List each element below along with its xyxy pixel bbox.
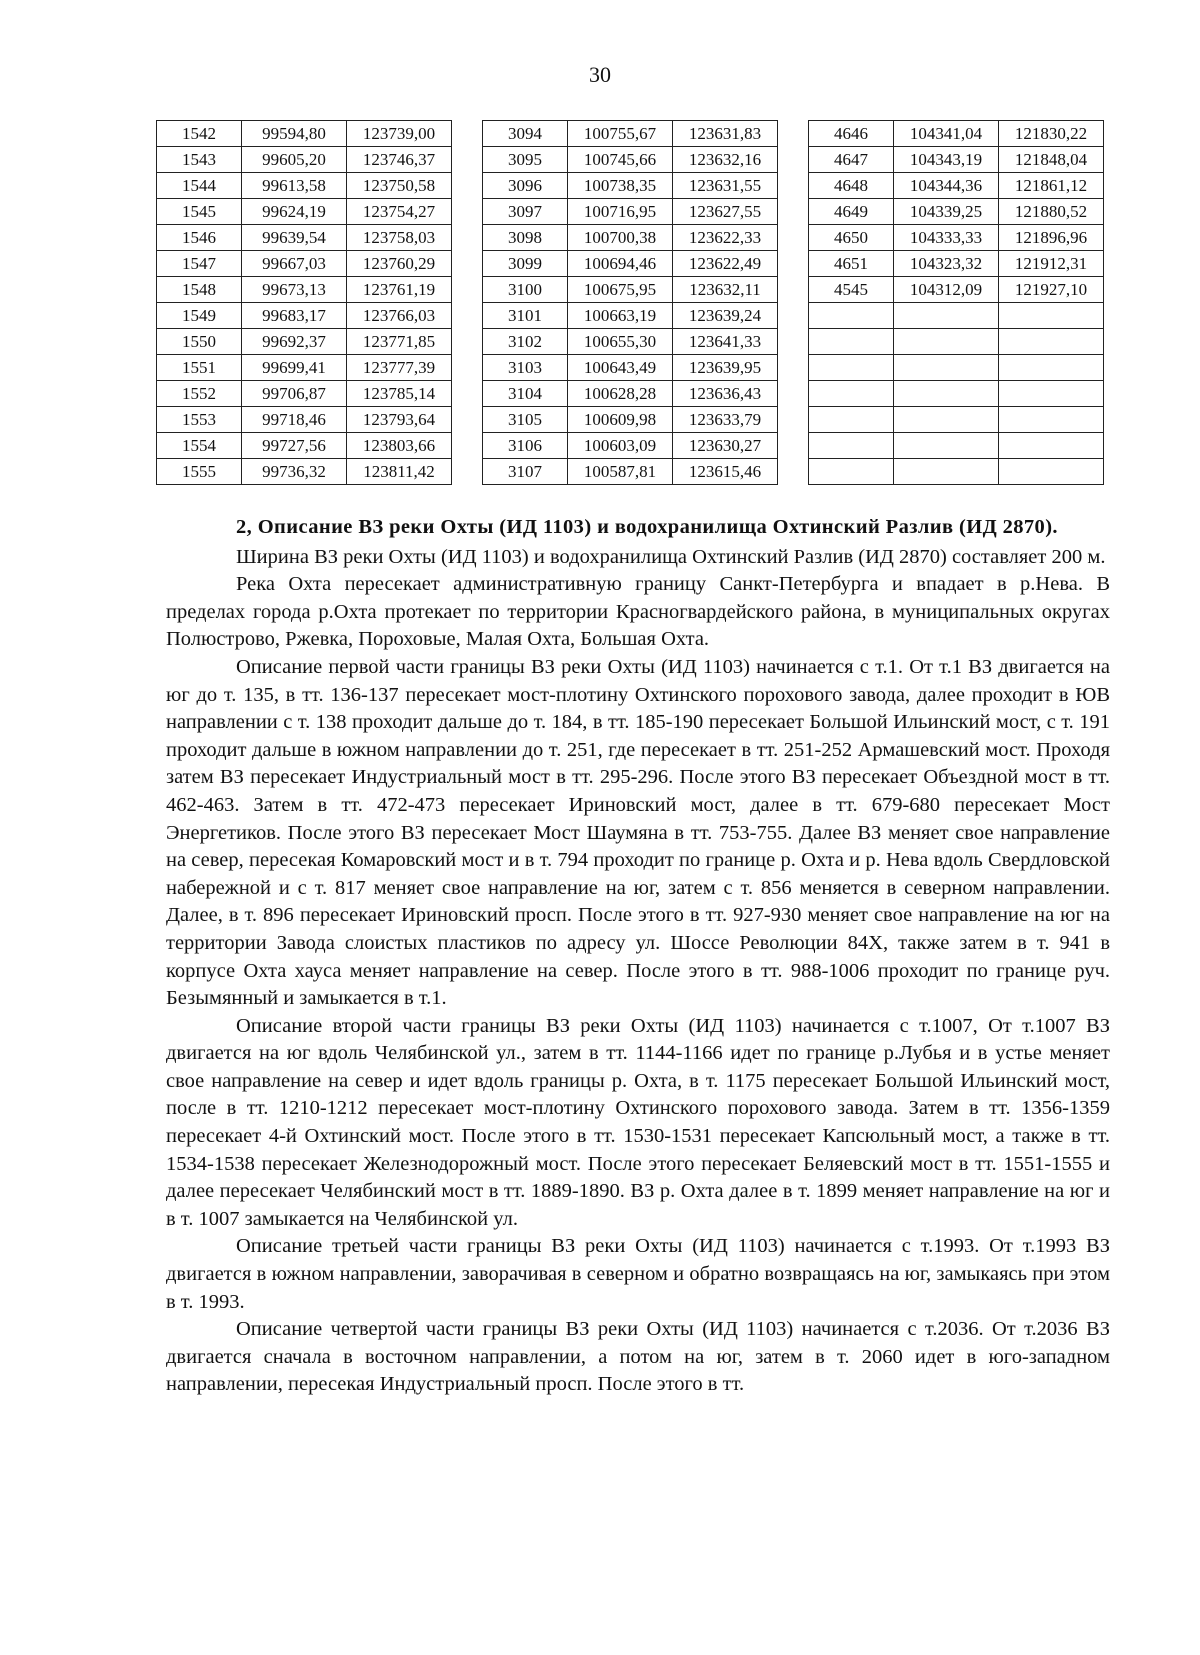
point-number-cell: 3099	[483, 251, 568, 277]
point-number-cell	[809, 381, 894, 407]
point-number-cell: 1546	[157, 225, 242, 251]
paragraph: Ширина ВЗ реки Охты (ИД 1103) и водохранилища Охтинский Разлив (ИД 2870) составляет 200 м.	[236, 545, 1106, 568]
table-row	[483, 199, 778, 225]
x-coordinate-cell: 99624,19	[242, 199, 347, 225]
y-coordinate-cell: 123631,83	[673, 121, 778, 147]
point-number-cell: 3103	[483, 355, 568, 381]
y-coordinate-cell: 123639,24	[673, 303, 778, 329]
y-coordinate-cell: 121896,96	[999, 225, 1104, 251]
x-coordinate-cell: 100700,38	[568, 225, 673, 251]
table-row	[157, 225, 452, 251]
table-row	[483, 303, 778, 329]
table-row	[483, 407, 778, 433]
y-coordinate-cell: 123750,58	[347, 173, 452, 199]
x-coordinate-cell: 100716,95	[568, 199, 673, 225]
x-coordinate-cell	[894, 459, 999, 485]
point-number-cell: 3100	[483, 277, 568, 303]
y-coordinate-cell: 123771,85	[347, 329, 452, 355]
y-coordinate-cell: 123766,03	[347, 303, 452, 329]
y-coordinate-cell: 123636,43	[673, 381, 778, 407]
y-coordinate-cell: 123785,14	[347, 381, 452, 407]
point-number-cell: 3106	[483, 433, 568, 459]
point-number-cell: 1543	[157, 147, 242, 173]
table-row	[809, 173, 1104, 199]
x-coordinate-cell: 100755,67	[568, 121, 673, 147]
y-coordinate-cell: 123803,66	[347, 433, 452, 459]
coordinate-tables	[156, 120, 1104, 485]
table-row	[157, 199, 452, 225]
x-coordinate-cell: 100675,95	[568, 277, 673, 303]
table-row	[157, 381, 452, 407]
y-coordinate-cell: 123630,27	[673, 433, 778, 459]
table-row	[483, 329, 778, 355]
y-coordinate-cell: 123739,00	[347, 121, 452, 147]
y-coordinate-cell: 123622,33	[673, 225, 778, 251]
point-number-cell: 3101	[483, 303, 568, 329]
table-row	[809, 225, 1104, 251]
table-row	[157, 433, 452, 459]
table-row	[483, 121, 778, 147]
point-number-cell: 1551	[157, 355, 242, 381]
table-row	[809, 329, 1104, 355]
x-coordinate-cell	[894, 407, 999, 433]
x-coordinate-cell: 99736,32	[242, 459, 347, 485]
x-coordinate-cell: 99683,17	[242, 303, 347, 329]
x-coordinate-cell: 104312,09	[894, 277, 999, 303]
point-number-cell: 4649	[809, 199, 894, 225]
table-row	[809, 303, 1104, 329]
y-coordinate-cell: 121912,31	[999, 251, 1104, 277]
y-coordinate-cell: 121927,10	[999, 277, 1104, 303]
x-coordinate-cell: 99692,37	[242, 329, 347, 355]
coordinate-table-3	[808, 120, 1104, 485]
point-number-cell: 3105	[483, 407, 568, 433]
x-coordinate-cell: 104343,19	[894, 147, 999, 173]
table-row	[809, 433, 1104, 459]
table-row	[157, 147, 452, 173]
point-number-cell: 1554	[157, 433, 242, 459]
x-coordinate-cell: 99594,80	[242, 121, 347, 147]
x-coordinate-cell: 99706,87	[242, 381, 347, 407]
point-number-cell	[809, 407, 894, 433]
paragraph: Река Охта пересекает административную границу Санкт-Петербурга и впадает в р.Нева. В пределах города р.Охта протекает по территории Красногвардейского района, в муниципальных округах Полюстрово, Ржевка, Пороховые, Малая Охта, Большая Охта.	[166, 573, 1110, 651]
x-coordinate-cell: 100738,35	[568, 173, 673, 199]
y-coordinate-cell	[999, 381, 1104, 407]
x-coordinate-cell: 100628,28	[568, 381, 673, 407]
point-number-cell: 3094	[483, 121, 568, 147]
y-coordinate-cell	[999, 459, 1104, 485]
y-coordinate-cell: 123631,55	[673, 173, 778, 199]
table-row	[157, 121, 452, 147]
y-coordinate-cell: 121848,04	[999, 147, 1104, 173]
point-number-cell: 1549	[157, 303, 242, 329]
page-number: 30	[589, 62, 611, 87]
table-row	[483, 225, 778, 251]
table-row	[483, 381, 778, 407]
table-row	[809, 199, 1104, 225]
paragraph: Описание третьей части границы ВЗ реки Охты (ИД 1103) начинается с т.1993. От т.1993 ВЗ двигается в южном направлении, заворачивая в северном и обратно возвращаясь на юг, замыкаясь при этом в т. 1993.	[166, 1235, 1110, 1313]
point-number-cell: 3095	[483, 147, 568, 173]
paragraph: Описание четвертой части границы ВЗ реки Охты (ИД 1103) начинается с т.2036. От т.2036 ВЗ двигается сначала в восточном направлении, а потом на юг, затем в т. 2060 идет в юго-западном направлении, пересекая Индустриальный просп. После этого в тт.	[166, 1318, 1110, 1396]
x-coordinate-cell: 99699,41	[242, 355, 347, 381]
y-coordinate-cell: 121830,22	[999, 121, 1104, 147]
coordinate-table-1	[156, 120, 452, 485]
y-coordinate-cell: 123746,37	[347, 147, 452, 173]
coordinate-table-2	[482, 120, 778, 485]
point-number-cell: 1550	[157, 329, 242, 355]
y-coordinate-cell: 123615,46	[673, 459, 778, 485]
x-coordinate-cell: 100655,30	[568, 329, 673, 355]
x-coordinate-cell: 99718,46	[242, 407, 347, 433]
y-coordinate-cell: 123641,33	[673, 329, 778, 355]
table-row	[809, 251, 1104, 277]
point-number-cell: 3102	[483, 329, 568, 355]
y-coordinate-cell: 123811,42	[347, 459, 452, 485]
table-row	[157, 355, 452, 381]
x-coordinate-cell: 100609,98	[568, 407, 673, 433]
table-row	[483, 355, 778, 381]
y-coordinate-cell	[999, 329, 1104, 355]
y-coordinate-cell	[999, 433, 1104, 459]
table-row	[809, 277, 1104, 303]
point-number-cell: 4545	[809, 277, 894, 303]
y-coordinate-cell: 123777,39	[347, 355, 452, 381]
x-coordinate-cell	[894, 355, 999, 381]
table-row	[157, 303, 452, 329]
x-coordinate-cell: 100663,19	[568, 303, 673, 329]
table-row	[483, 433, 778, 459]
x-coordinate-cell: 100603,09	[568, 433, 673, 459]
table-row	[157, 251, 452, 277]
y-coordinate-cell	[999, 407, 1104, 433]
x-coordinate-cell	[894, 381, 999, 407]
x-coordinate-cell: 104341,04	[894, 121, 999, 147]
point-number-cell: 1553	[157, 407, 242, 433]
point-number-cell	[809, 433, 894, 459]
x-coordinate-cell: 99667,03	[242, 251, 347, 277]
point-number-cell: 3096	[483, 173, 568, 199]
x-coordinate-cell	[894, 433, 999, 459]
paragraph: Описание первой части границы ВЗ реки Охты (ИД 1103) начинается с т.1. От т.1 ВЗ двигается на юг до т. 135, в тт. 136-137 пересекает мост-плотину Охтинского порохового завода, далее проходит в ЮВ направлении с т. 138 проходит дальше до т. 184, в тт. 185-190 пересекает Большой Ильинский мост, с т. 191 проходит дальше в южном направлении до т. 251, где пересекает в тт. 251-252 Армашевский мост. Проходя затем ВЗ пересекает Индустриальный мост в тт. 295-296. После этого ВЗ пересекает Объездной мост в тт. 462-463. Затем в тт. 472-473 пересекает Ириновский мост, далее в тт. 679-680 пересекает Мост Энергетиков. После этого ВЗ пересекает Мост Шаумяна в тт. 753-755. Далее ВЗ меняет свое направление на север, пересекая Комаровский мост и в т. 794 проходит по границе р. Охта и р. Нева вдоль Свердловской набережной и с т. 817 меняет свое направление на юг, затем с т. 856 меняется в северном направлении. Далее, в т. 896 пересекает Ириновский просп. После этого в тт. 927-930 меняет свое направление на юг на территории Завода слоистых пластиков по адресу ул. Шоссе Революции 84Х, также затем в т. 941 в корпусе Охта хауса меняет направление на север. После этого в тт. 988-1006 проходит по границе руч. Безымянный и замыкается в т.1.	[166, 655, 1110, 1010]
x-coordinate-cell	[894, 329, 999, 355]
x-coordinate-cell: 99639,54	[242, 225, 347, 251]
table-row	[483, 251, 778, 277]
x-coordinate-cell: 104323,32	[894, 251, 999, 277]
point-number-cell: 4648	[809, 173, 894, 199]
point-number-cell: 3098	[483, 225, 568, 251]
y-coordinate-cell: 123632,11	[673, 277, 778, 303]
table-row	[809, 459, 1104, 485]
y-coordinate-cell: 123622,49	[673, 251, 778, 277]
table-row	[483, 147, 778, 173]
table-row	[483, 277, 778, 303]
point-number-cell	[809, 303, 894, 329]
y-coordinate-cell: 123754,27	[347, 199, 452, 225]
table-row	[809, 147, 1104, 173]
x-coordinate-cell: 99727,56	[242, 433, 347, 459]
y-coordinate-cell: 123761,19	[347, 277, 452, 303]
table-row	[157, 459, 452, 485]
y-coordinate-cell: 121880,52	[999, 199, 1104, 225]
point-number-cell: 4647	[809, 147, 894, 173]
y-coordinate-cell: 123793,64	[347, 407, 452, 433]
x-coordinate-cell	[894, 303, 999, 329]
y-coordinate-cell: 121861,12	[999, 173, 1104, 199]
y-coordinate-cell: 123639,95	[673, 355, 778, 381]
point-number-cell: 4651	[809, 251, 894, 277]
table-row	[809, 407, 1104, 433]
x-coordinate-cell: 99613,58	[242, 173, 347, 199]
point-number-cell: 1552	[157, 381, 242, 407]
y-coordinate-cell: 123632,16	[673, 147, 778, 173]
x-coordinate-cell: 104344,36	[894, 173, 999, 199]
point-number-cell: 1548	[157, 277, 242, 303]
point-number-cell: 4650	[809, 225, 894, 251]
y-coordinate-cell	[999, 355, 1104, 381]
x-coordinate-cell: 100745,66	[568, 147, 673, 173]
table-row	[157, 329, 452, 355]
point-number-cell: 3097	[483, 199, 568, 225]
x-coordinate-cell: 99673,13	[242, 277, 347, 303]
section-text	[166, 514, 1110, 1399]
point-number-cell: 1545	[157, 199, 242, 225]
y-coordinate-cell	[999, 303, 1104, 329]
point-number-cell	[809, 329, 894, 355]
x-coordinate-cell: 99605,20	[242, 147, 347, 173]
table-row	[157, 173, 452, 199]
x-coordinate-cell: 104333,33	[894, 225, 999, 251]
table-row	[809, 355, 1104, 381]
point-number-cell: 3107	[483, 459, 568, 485]
table-row	[809, 121, 1104, 147]
point-number-cell: 4646	[809, 121, 894, 147]
point-number-cell: 3104	[483, 381, 568, 407]
x-coordinate-cell: 100587,81	[568, 459, 673, 485]
point-number-cell: 1542	[157, 121, 242, 147]
point-number-cell	[809, 355, 894, 381]
point-number-cell: 1547	[157, 251, 242, 277]
x-coordinate-cell: 100694,46	[568, 251, 673, 277]
y-coordinate-cell: 123627,55	[673, 199, 778, 225]
table-row	[483, 459, 778, 485]
y-coordinate-cell: 123758,03	[347, 225, 452, 251]
paragraph: Описание второй части границы ВЗ реки Охты (ИД 1103) начинается с т.1007, От т.1007 ВЗ двигается на юг вдоль Челябинской ул., затем в тт. 1144-1166 идет по границе р.Лубья и в устье меняет свое направление на север и идет вдоль границы р. Охта, в т. 1175 пересекает Большой Ильинский мост, после в тт. 1210-1212 пересекает мост-плотину Охтинского порохового завода. Затем в тт. 1356-1359 пересекает 4-й Охтинский мост. После этого в тт. 1530-1531 пересекает Капсюльный мост, а также в тт. 1534-1538 пересекает Железнодорожный мост. После этого пересекает Беляевский мост в тт. 1551-1555 и далее пересекает Челябинский мост в тт. 1889-1890. ВЗ р. Охта далее в т. 1899 меняет направление на юг и в т. 1007 замыкается на Челябинской ул.	[166, 1014, 1110, 1230]
table-row	[157, 407, 452, 433]
table-row	[483, 173, 778, 199]
table-row	[809, 381, 1104, 407]
x-coordinate-cell: 104339,25	[894, 199, 999, 225]
section-heading: 2, Описание ВЗ реки Охты (ИД 1103) и водохранилища Охтинский Разлив (ИД 2870).	[236, 516, 1058, 538]
point-number-cell: 1555	[157, 459, 242, 485]
point-number-cell	[809, 459, 894, 485]
table-row	[157, 277, 452, 303]
y-coordinate-cell: 123760,29	[347, 251, 452, 277]
x-coordinate-cell: 100643,49	[568, 355, 673, 381]
point-number-cell: 1544	[157, 173, 242, 199]
y-coordinate-cell: 123633,79	[673, 407, 778, 433]
